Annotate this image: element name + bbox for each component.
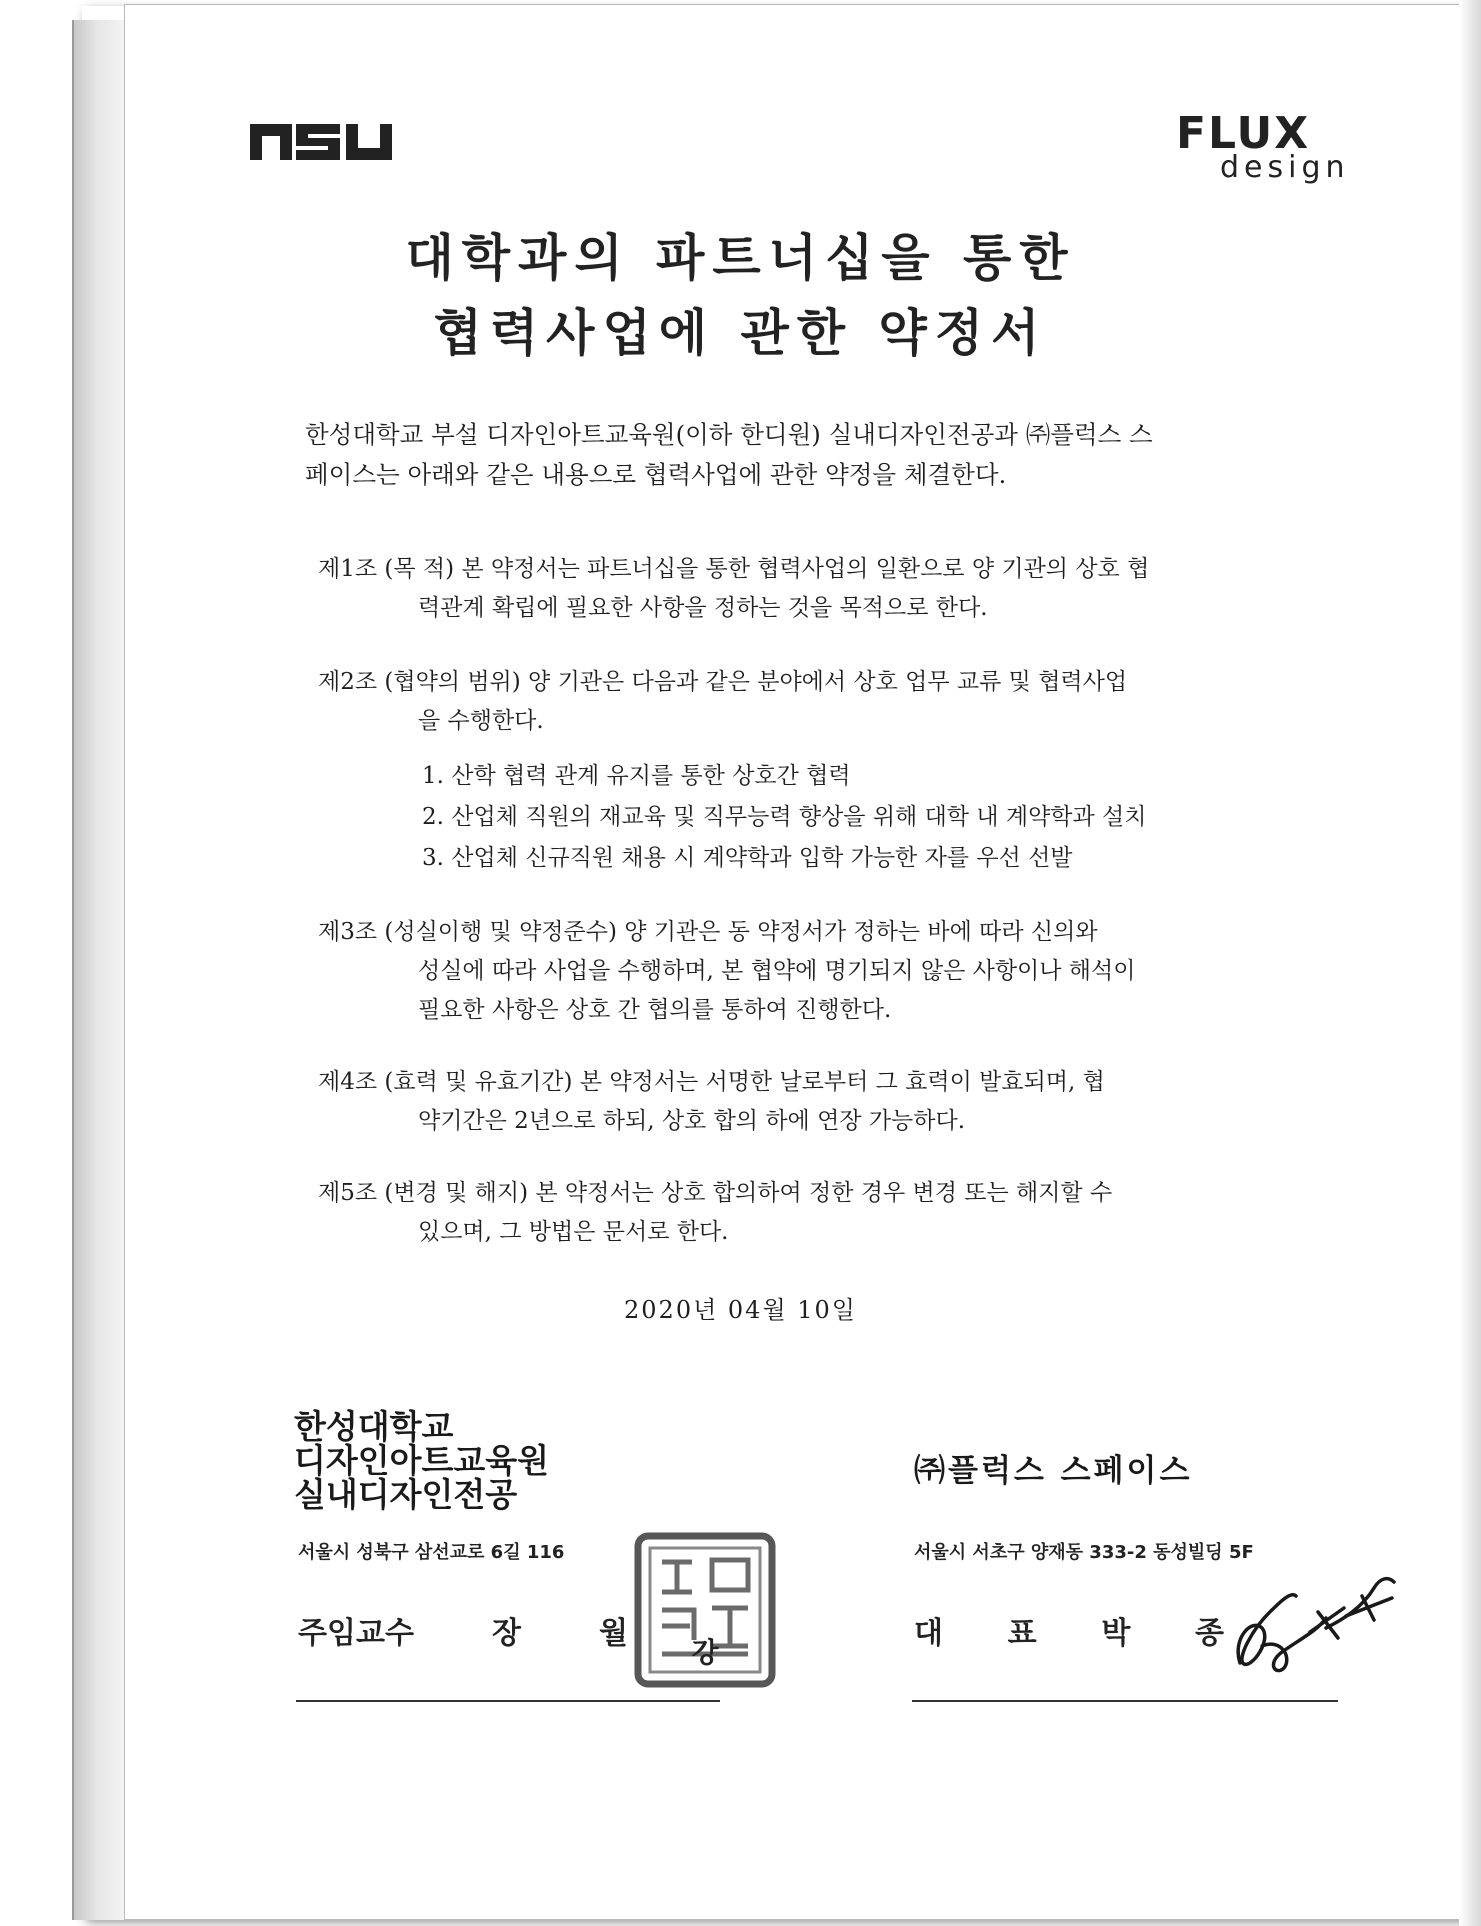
signatory-role-char: 표 — [1007, 1616, 1037, 1651]
article-line: 성실에 따라 사업을 수행하며, 본 협약에 명기되지 않은 사항이나 해석이 — [418, 958, 1136, 984]
seal-overlap-name: 강 — [691, 1636, 719, 1669]
party-left-signatory — [298, 1608, 628, 1652]
agreement-date: 2020년 04월 10일 — [624, 1296, 857, 1324]
article-line: 력관계 확립에 필요한 사항을 정하는 것을 목적으로 한다. — [418, 595, 988, 621]
party-left-name — [294, 1407, 714, 1514]
article-3 — [318, 913, 1328, 1030]
article-1 — [318, 550, 1328, 628]
article-line: 있으며, 그 방법은 문서로 한다. — [418, 1219, 729, 1245]
design-logo-text: design — [1220, 150, 1350, 185]
article-5 — [318, 1174, 1328, 1252]
signatory-name-char: 월 — [599, 1616, 628, 1651]
party-left-address: 서울시 성북구 삼선교로 6길 116 — [298, 1542, 565, 1563]
article-line: 제4조 (효력 및 유효기간) 본 약정서는 서명한 날로부터 그 효력이 발효되며, 협 — [318, 1069, 1105, 1095]
article-line: 제1조 (목 적) 본 약정서는 파트너십을 통한 협력사업의 일환으로 양 기관의 상호 협 — [318, 556, 1150, 582]
official-seal-stamp — [632, 1530, 778, 1690]
party-right-signatory — [914, 1608, 1224, 1652]
party-right-name: ㈜플럭스 스페이스 — [914, 1453, 1193, 1489]
hsu-logo-mark — [248, 118, 398, 166]
article-line: 필요한 사항은 상호 간 협의를 통하여 진행한다. — [418, 997, 892, 1023]
article-line: 제2조 (협약의 범위) 양 기관은 다음과 같은 분야에서 상호 업무 교류 및 협력사업 — [318, 669, 1128, 695]
signature-line-right — [912, 1700, 1338, 1702]
document-title-line1: 대학과의 파트너십을 통한 — [405, 228, 1076, 287]
article-line: 약기간은 2년으로 하되, 상호 합의 하에 연장 가능하다. — [418, 1108, 966, 1134]
handwritten-signature — [1222, 1568, 1408, 1688]
signatory-role-char: 대 — [914, 1616, 943, 1651]
scope-list — [422, 756, 1146, 879]
document-title-line2: 협력사업에 관한 약정서 — [433, 303, 1048, 362]
scope-item: 2. 산업체 직원의 재교육 및 직무능력 향상을 위해 대학 내 계약학과 설치 — [422, 804, 1147, 830]
party-left-line2: 디자인아트교육원 — [294, 1441, 550, 1480]
intro-paragraph — [305, 415, 1325, 495]
scope-item: 1. 산학 협력 관계 유지를 통한 상호간 협력 — [422, 763, 851, 789]
flux-design-logo — [1176, 108, 1366, 190]
article-line: 제5조 (변경 및 해지) 본 약정서는 상호 합의하여 정한 경우 변경 또는 해지할 수 — [318, 1180, 1113, 1206]
article-2 — [318, 663, 1328, 741]
article-line: 을 수행한다. — [418, 708, 544, 734]
party-left-line3: 실내디자인전공 — [294, 1475, 518, 1514]
signature-line-left — [296, 1700, 720, 1702]
flux-logo-text: FLUX — [1176, 108, 1311, 159]
signatory-name-char: 장 — [491, 1616, 521, 1651]
signatory-role: 주임교수 — [298, 1616, 414, 1651]
intro-line: 한성대학교 부설 디자인아트교육원(이하 한디원) 실내디자인전공과 ㈜플럭스 스 — [305, 420, 1153, 449]
signatory-name-char: 박 — [1101, 1616, 1131, 1651]
scope-item: 3. 산업체 신규직원 채용 시 계약학과 입학 가능한 자를 우선 선발 — [422, 845, 1073, 871]
article-line: 제3조 (성실이행 및 약정준수) 양 기관은 동 약정서가 정하는 바에 따라 신의와 — [318, 919, 1098, 945]
article-4 — [318, 1063, 1328, 1141]
signatory-name-char: 종 — [1195, 1616, 1224, 1651]
hsu-logo — [248, 118, 398, 166]
party-left-line1: 한성대학교 — [294, 1407, 454, 1446]
intro-line: 페이스는 아래와 같은 내용으로 협력사업에 관한 약정을 체결한다. — [305, 460, 1007, 489]
party-right-address: 서울시 서초구 양재동 333-2 동성빌딩 5F — [914, 1542, 1254, 1563]
